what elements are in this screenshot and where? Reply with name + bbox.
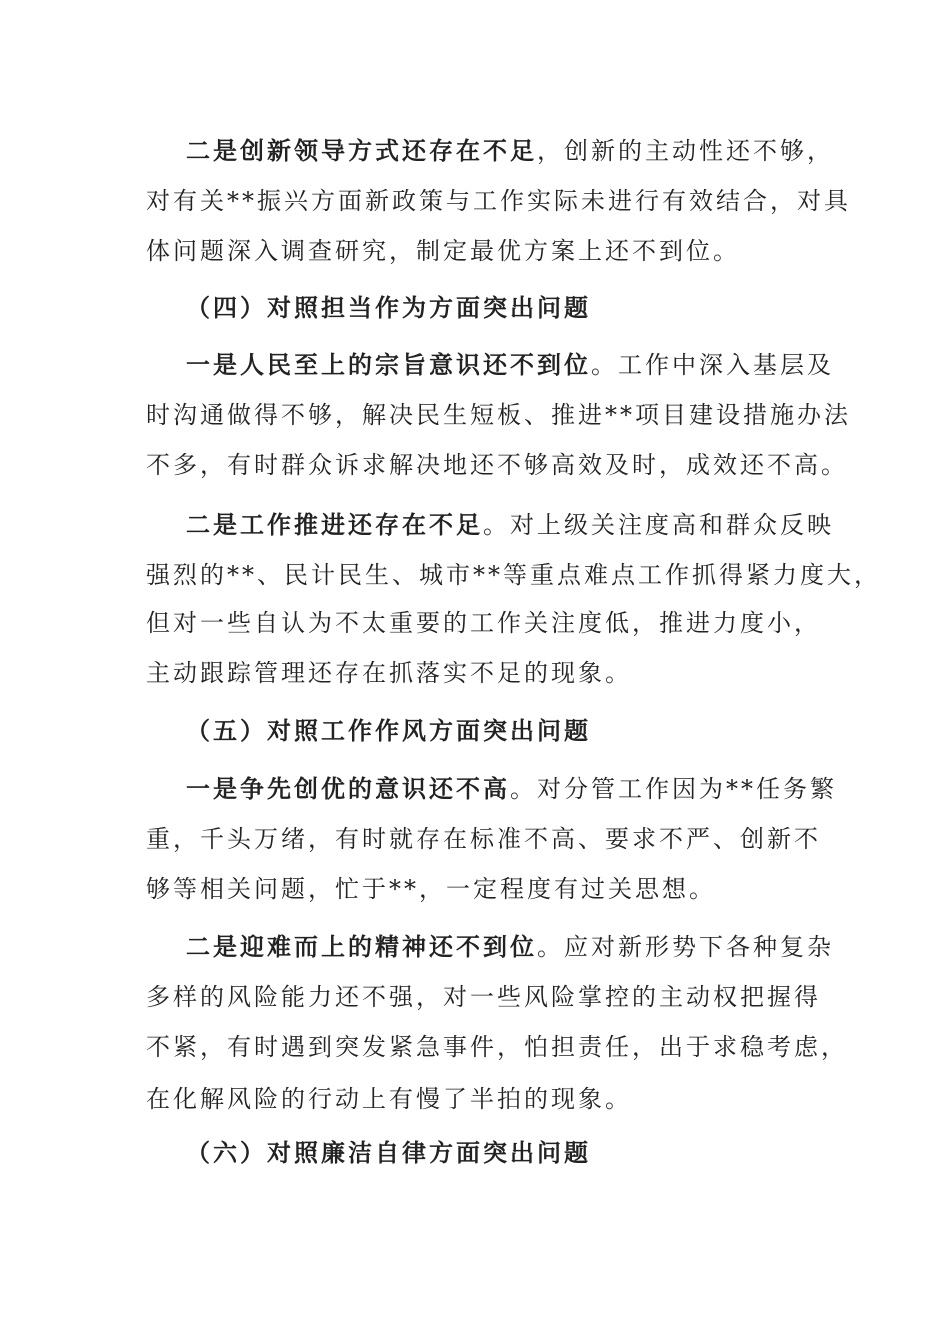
paragraph-line bbox=[186, 134, 834, 168]
paragraph-line: 不多，有时群众诉求解决地还不够高效及时，成效还不高。 bbox=[146, 451, 848, 479]
paragraph-text: 。对分管工作因为**任务繁 bbox=[510, 775, 837, 803]
paragraph-lead: 一是争先创优的意识还不高 bbox=[186, 774, 510, 803]
paragraph-lead: 一是人民至上的宗旨意识还不到位 bbox=[186, 350, 591, 379]
paragraph-line: 多样的风险能力还不强，对一些风险掌控的主动权把握得 bbox=[146, 983, 821, 1011]
paragraph-line bbox=[186, 348, 834, 382]
paragraph-line: 强烈的**、民计民生、城市**等重点难点工作抓得紧力度大， bbox=[146, 561, 881, 589]
paragraph-line: 体问题深入调查研究，制定最优方案上还不到位。 bbox=[146, 237, 740, 265]
section-heading: （五）对照工作作风方面突出问题 bbox=[186, 716, 591, 745]
paragraph-text: 。应对新形势下各种复杂 bbox=[537, 933, 834, 961]
paragraph-line: 对有关**振兴方面新政策与工作实际未进行有效结合，对具 bbox=[146, 187, 851, 215]
section-heading: （四）对照担当作为方面突出问题 bbox=[186, 293, 591, 322]
paragraph-line: 在化解风险的行动上有慢了半拍的现象。 bbox=[146, 1085, 632, 1113]
paragraph-line: 重，千头万绪，有时就存在标准不高、要求不严、创新不 bbox=[146, 825, 821, 853]
paragraph-text: 。对上级关注度高和群众反映 bbox=[483, 511, 834, 539]
paragraph-line bbox=[186, 508, 834, 542]
section-heading: （六）对照廉洁自律方面突出问题 bbox=[186, 1138, 591, 1167]
paragraph-line: 主动跟踪管理还存在抓落实不足的现象。 bbox=[146, 659, 632, 687]
paragraph-line: 不紧，有时遇到突发紧急事件，怕担责任，出于求稳考虑， bbox=[146, 1033, 848, 1061]
paragraph-line: 但对一些自认为不太重要的工作关注度低，推进力度小， bbox=[146, 609, 821, 637]
paragraph-text: 。工作中深入基层及 bbox=[591, 351, 834, 379]
paragraph-text: ，创新的主动性还不够， bbox=[537, 137, 834, 165]
paragraph-line: 够等相关问题，忙于**，一定程度有过关思想。 bbox=[146, 875, 716, 903]
paragraph-line bbox=[186, 930, 834, 964]
paragraph-lead: 二是创新领导方式还存在不足 bbox=[186, 136, 537, 165]
paragraph-lead: 二是迎难而上的精神还不到位 bbox=[186, 932, 537, 961]
paragraph-line: 时沟通做得不够，解决民生短板、推进**项目建设措施办法 bbox=[146, 401, 851, 429]
paragraph-lead: 二是工作推进还存在不足 bbox=[186, 510, 483, 539]
paragraph-line bbox=[186, 772, 837, 806]
